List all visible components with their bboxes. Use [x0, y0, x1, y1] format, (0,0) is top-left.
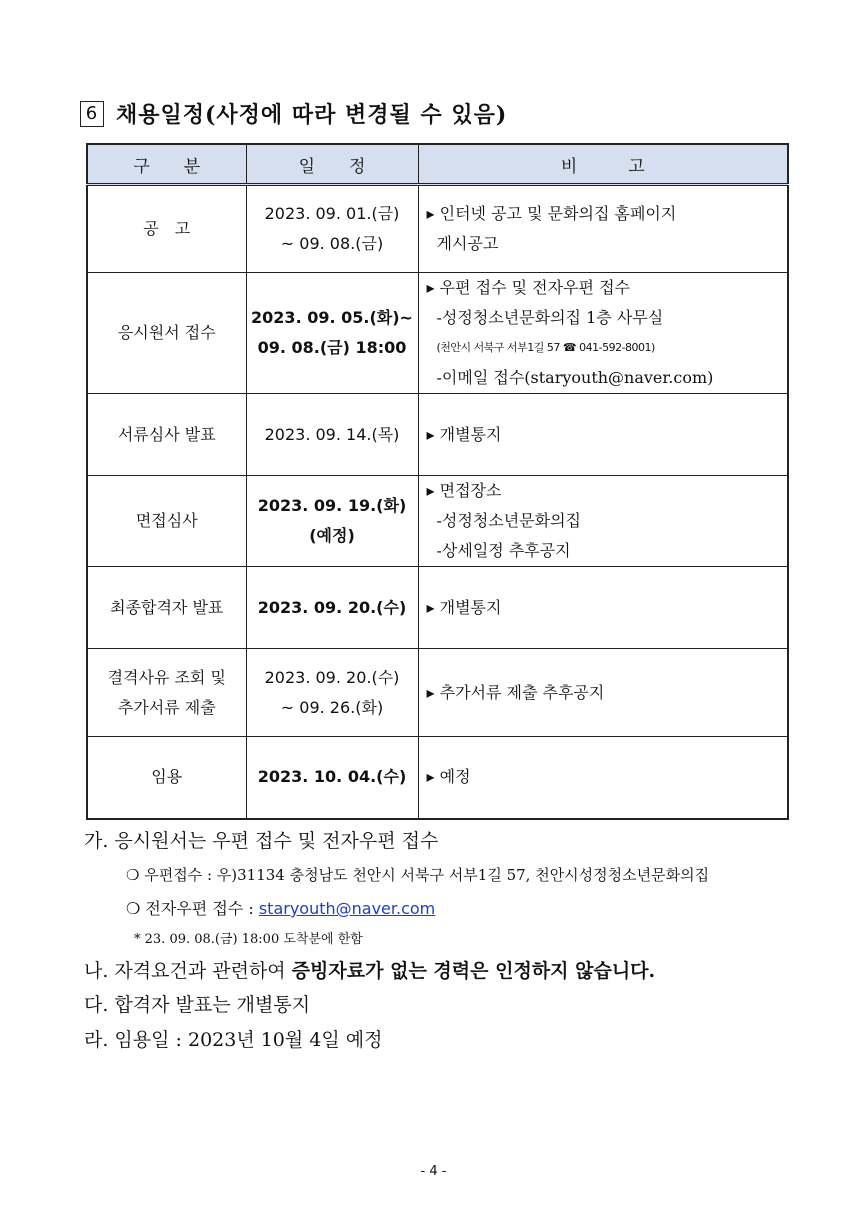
table-row [87, 273, 788, 394]
row-notes [418, 273, 788, 394]
date-line: 2023. 10. 04.(수) [257, 767, 407, 787]
note-da: 다. 합격자 발표는 개별통지 [84, 994, 311, 1016]
date-line: 2023. 09. 01.(금) [264, 204, 400, 223]
row-notes [418, 567, 788, 649]
row-date [246, 737, 418, 819]
row-category: 최종합격자 발표 [87, 567, 246, 649]
section-title: 채용일정(사정에 따라 변경될 수 있음) [116, 102, 508, 128]
table-header-row [87, 144, 788, 185]
row-category: 임용 [87, 737, 246, 819]
row-notes [418, 737, 788, 819]
note-ga-deadline: * 23. 09. 08.(금) 18:00 도착분에 한함 [134, 932, 363, 947]
table-row [87, 476, 788, 567]
note-ga-post: ❍ 우편접수 : 우)31134 충청남도 천안시 서북구 서부1길 57, 천안시성정청소년문화의집 [126, 866, 710, 884]
header-category: 구 분 [87, 144, 246, 185]
row-notes [418, 649, 788, 737]
row-category: 서류심사 발표 [87, 394, 246, 476]
row-date [246, 273, 418, 394]
date-line: 2023. 09. 20.(수) [264, 667, 400, 687]
row-date [246, 476, 418, 567]
page-number: - 4 - [420, 1164, 447, 1179]
note-na-prefix: 나. 자격요건과 관련하여 [84, 960, 292, 982]
note-line: 게시공고 [436, 234, 499, 253]
email-link[interactable]: staryouth@naver.com [258, 899, 436, 918]
row-category: 응시원서 접수 [87, 273, 246, 394]
note-line: ▸ 인터넷 공고 및 문화의집 홈페이지 [426, 204, 677, 223]
note-line: ▸ 예정 [426, 767, 471, 787]
date-line: (예정) [309, 526, 355, 545]
note-line: ▸ 개별통지 [426, 597, 502, 617]
row-notes [418, 185, 788, 273]
date-line: ~ 09. 08.(금) [280, 234, 384, 253]
note-ga: 가. 응시원서는 우편 접수 및 전자우편 접수 [84, 830, 439, 852]
table-row [87, 737, 788, 819]
row-date [246, 185, 418, 273]
category-line: 결격사유 조회 및 [107, 667, 226, 687]
row-date [246, 567, 418, 649]
note-na [84, 956, 655, 983]
note-ra: 라. 임용일 : 2023년 10월 4일 예정 [84, 1029, 383, 1051]
note-na-bold: 증빙자료가 없는 경력은 인정하지 않습니다. [291, 960, 656, 982]
table-row [87, 567, 788, 649]
row-category: 공 고 [87, 185, 246, 273]
category-line: 추가서류 제출 [117, 697, 216, 717]
row-date [246, 394, 418, 476]
note-address: (천안시 서북구 서부1길 57 ☎ 041-592-8001) [436, 341, 655, 354]
note-line: -이메일 접수(staryouth@naver.com) [436, 368, 714, 387]
table-row [87, 649, 788, 737]
section-number: 6 [80, 101, 104, 127]
note-line: -성정청소년문화의집 1층 사무실 [436, 308, 664, 327]
date-line: 2023. 09. 19.(화) [257, 496, 407, 515]
note-ga-email-line [126, 896, 435, 919]
note-line: ▸ 면접장소 [426, 481, 502, 500]
email-label: ❍ 전자우편 접수 : [126, 899, 259, 918]
schedule-table [86, 143, 789, 820]
row-notes [418, 476, 788, 567]
header-date: 일 정 [246, 144, 418, 185]
row-category [87, 649, 246, 737]
date-line: 2023. 09. 14.(목) [264, 424, 400, 444]
date-line: 2023. 09. 05.(화)~ [251, 308, 413, 327]
row-notes [418, 394, 788, 476]
note-line: -성정청소년문화의집 [436, 511, 582, 530]
date-line: 2023. 09. 20.(수) [257, 597, 407, 617]
row-category: 면접심사 [87, 476, 246, 567]
note-line: -상세일정 추후공지 [436, 541, 571, 560]
note-line: ▸ 개별통지 [426, 424, 502, 444]
section-heading [80, 98, 507, 129]
header-notes: 비 고 [418, 144, 788, 185]
note-line: ▸ 우편 접수 및 전자우편 접수 [426, 278, 630, 297]
date-line: ~ 09. 26.(화) [280, 697, 384, 717]
row-date [246, 649, 418, 737]
table-row [87, 185, 788, 273]
note-line: ▸ 추가서류 제출 추후공지 [426, 682, 605, 702]
date-line: 09. 08.(금) 18:00 [257, 338, 407, 357]
table-row [87, 394, 788, 476]
